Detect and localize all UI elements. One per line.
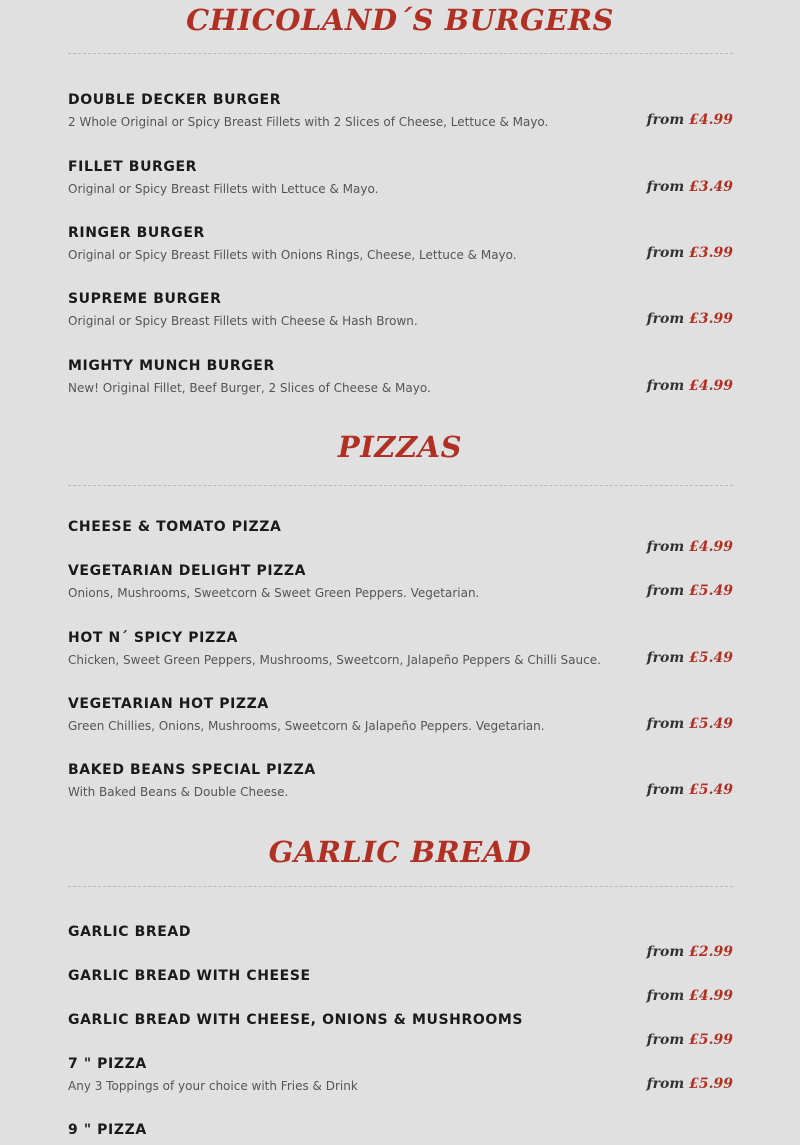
menu-item[interactable]	[68, 158, 733, 210]
price-prefix: from	[646, 112, 685, 128]
price-amount: £5.99	[689, 1076, 733, 1092]
price-prefix: from	[646, 378, 685, 394]
price-amount: £5.49	[689, 583, 733, 599]
menu-item-name: 7 " PIZZA	[68, 1056, 147, 1072]
price-prefix: from	[646, 650, 685, 666]
menu-item-price	[647, 987, 733, 1005]
price-prefix: from	[646, 311, 685, 327]
menu-item[interactable]	[68, 91, 733, 143]
menu-item-name: HOT N´ SPICY PIZZA	[68, 630, 238, 646]
menu-item[interactable]	[68, 629, 733, 681]
menu-item-description: Original or Spicy Breast Fillets with Cheese & Hash Brown.	[68, 314, 418, 328]
menu-item[interactable]	[68, 224, 733, 276]
menu-item-name: MIGHTY MUNCH BURGER	[68, 358, 275, 374]
menu-item-name: 9 " PIZZA	[68, 1122, 147, 1138]
section-divider	[68, 485, 733, 486]
menu-item-name: RINGER BURGER	[68, 225, 205, 241]
menu-item[interactable]	[68, 357, 733, 409]
menu-item-name: GARLIC BREAD	[68, 924, 192, 940]
price-prefix: from	[646, 539, 685, 555]
menu-item-price	[647, 178, 733, 196]
menu-item[interactable]	[68, 761, 733, 813]
price-prefix: from	[646, 179, 685, 195]
menu-item-name: SUPREME BURGER	[68, 291, 222, 307]
menu-item-description: Onions, Mushrooms, Sweetcorn & Sweet Green Peppers. Vegetarian.	[68, 586, 480, 600]
price-amount: £2.99	[689, 944, 733, 960]
menu-item-price	[647, 111, 733, 129]
price-amount: £5.49	[689, 650, 733, 666]
price-amount: £3.49	[689, 179, 733, 195]
price-amount: £5.49	[689, 716, 733, 732]
menu-item-price	[647, 310, 733, 328]
menu-item-price	[647, 582, 733, 600]
price-amount: £4.99	[689, 378, 733, 394]
menu-item-name: CHEESE & TOMATO PIZZA	[68, 519, 282, 535]
menu-item-description: 2 Whole Original or Spicy Breast Fillets with 2 Slices of Cheese, Lettuce & Mayo.	[68, 115, 549, 129]
menu-item-name: BAKED BEANS SPECIAL PIZZA	[68, 762, 316, 778]
menu-item-price	[647, 715, 733, 733]
menu-item-description: Green Chillies, Onions, Mushrooms, Sweetcorn & Jalapeño Peppers. Vegetarian.	[68, 719, 545, 733]
menu-item[interactable]	[68, 562, 733, 614]
price-amount: £5.99	[689, 1032, 733, 1048]
section-title-garlic-bread: GARLIC BREAD	[268, 835, 532, 869]
menu-item-description: Original or Spicy Breast Fillets with Onions Rings, Cheese, Lettuce & Mayo.	[68, 248, 517, 262]
price-amount: £4.99	[689, 112, 733, 128]
price-prefix: from	[646, 583, 685, 599]
menu-item[interactable]	[68, 290, 733, 342]
menu-item-description: New! Original Fillet, Beef Burger, 2 Slices of Cheese & Mayo.	[68, 381, 431, 395]
price-prefix: from	[646, 782, 685, 798]
menu-item[interactable]	[68, 1121, 733, 1145]
menu-item-name: GARLIC BREAD WITH CHEESE	[68, 968, 311, 984]
price-prefix: from	[646, 245, 685, 261]
price-prefix: from	[646, 1076, 685, 1092]
menu-item-name: DOUBLE DECKER BURGER	[68, 92, 282, 108]
price-amount: £3.99	[689, 311, 733, 327]
section-title-pizzas: PIZZAS	[337, 430, 463, 464]
menu-item-price	[647, 1031, 733, 1049]
price-prefix: from	[646, 716, 685, 732]
price-prefix: from	[646, 944, 685, 960]
menu-item-description: Any 3 Toppings of your choice with Fries & Drink	[68, 1079, 358, 1093]
menu-item-name: GARLIC BREAD WITH CHEESE, ONIONS & MUSHROOMS	[68, 1012, 524, 1028]
menu-item-name: VEGETARIAN DELIGHT PIZZA	[68, 563, 307, 579]
menu-item-price	[647, 943, 733, 961]
menu-item-price	[647, 244, 733, 262]
menu-item-description: Chicken, Sweet Green Peppers, Mushrooms, Sweetcorn, Jalapeño Peppers & Chilli Sauce.	[68, 653, 601, 667]
menu-item-price	[647, 377, 733, 395]
menu-item-description: Original or Spicy Breast Fillets with Lettuce & Mayo.	[68, 182, 379, 196]
price-amount: £3.99	[689, 245, 733, 261]
menu-item[interactable]	[68, 1055, 733, 1107]
menu-item-price	[647, 1075, 733, 1093]
menu-item-name: FILLET BURGER	[68, 159, 198, 175]
price-prefix: from	[646, 1032, 685, 1048]
menu-item-price	[647, 538, 733, 556]
menu-item[interactable]	[68, 695, 733, 747]
price-amount: £4.99	[689, 988, 733, 1004]
section-divider	[68, 53, 733, 54]
menu-item-price	[647, 649, 733, 667]
menu-item-name: VEGETARIAN HOT PIZZA	[68, 696, 269, 712]
menu-item-description: With Baked Beans & Double Cheese.	[68, 785, 289, 799]
menu-item-price	[647, 781, 733, 799]
price-amount: £4.99	[689, 539, 733, 555]
price-amount: £5.49	[689, 782, 733, 798]
price-prefix: from	[646, 988, 685, 1004]
section-divider	[68, 886, 733, 887]
section-title-burgers: CHICOLAND´S BURGERS	[186, 3, 614, 37]
